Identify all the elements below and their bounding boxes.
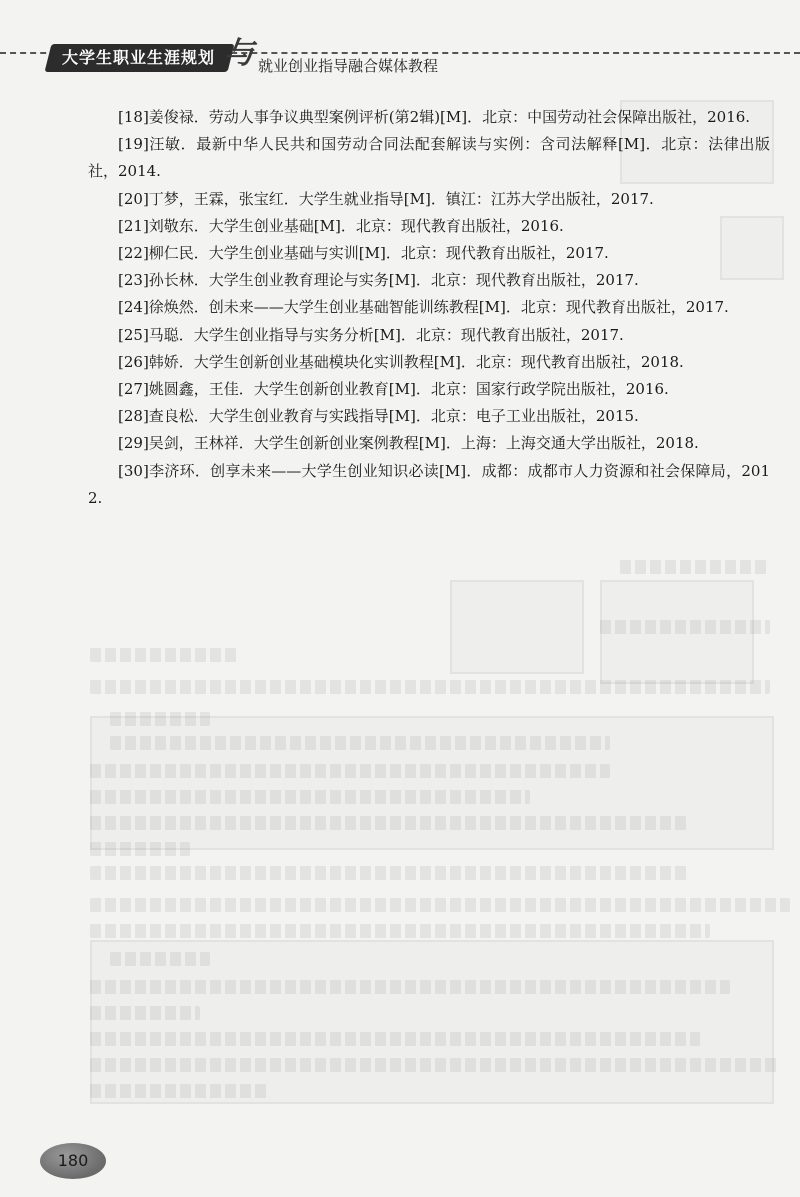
show-through-line (90, 924, 710, 938)
show-through-box (450, 580, 584, 674)
show-through-line (110, 952, 210, 966)
show-through-line (90, 1058, 780, 1072)
page-number-badge (40, 1143, 106, 1179)
reference-entry: [25]马聪．大学生创业指导与实务分析[M]．北京：现代教育出版社，2017. (118, 325, 624, 344)
reference-entry: [19]汪敏．最新中华人民共和国劳动合同法配套解读与实例：含司法解释[M]．北京：法律出版社，2014. (88, 135, 770, 181)
reference-entry: [28]查良松．大学生创业教育与实践指导[M]．北京：电子工业出版社，2015. (118, 407, 639, 426)
show-through-line (90, 842, 190, 856)
reference-entry: [18]姜俊禄．劳动人事争议典型案例评析(第2辑)[M]．北京：中国劳动社会保障出版社，2016. (118, 108, 751, 126)
running-header (0, 0, 800, 90)
show-through-box (600, 580, 754, 684)
reference-entry: [20]丁梦，王霖，张宝红．大学生就业指导[M]．镇江：江苏大学出版社，2017. (118, 189, 654, 208)
show-through-box (90, 716, 774, 850)
show-through-line (90, 680, 770, 694)
reference-entry: [23]孙长林．大学生创业教育理论与实务[M]．北京：现代教育出版社，2017. (118, 271, 639, 290)
series-title-banner (45, 44, 235, 72)
book-subtitle: 就业创业指导融合媒体教程 (258, 57, 439, 75)
reference-entry: [27]姚圆鑫，王佳．大学生创新创业教育[M]．北京：国家行政学院出版社，2016. (118, 380, 669, 399)
show-through-line (110, 712, 210, 726)
show-through-line (90, 980, 730, 994)
reference-entry: [29]吴剑，王林祥．大学生创新创业案例教程[M]．上海：上海交通大学出版社，2018. (118, 434, 699, 453)
header-connector-glyph: 与 (224, 36, 254, 71)
show-through-line (90, 898, 790, 912)
show-through-line (600, 620, 770, 634)
reference-entry: [22]柳仁民．大学生创业基础与实训[M]．北京：现代教育出版社，2017. (118, 244, 609, 263)
show-through-line (90, 816, 690, 830)
show-through-line (90, 1032, 700, 1046)
reference-entry: [21]刘敬东．大学生创业基础[M]．北京：现代教育出版社，2016. (118, 216, 564, 235)
page-number: 180 (57, 1151, 89, 1170)
reference-entry: [24]徐焕然．创未来——大学生创业基础智能训练教程[M]．北京：现代教育出版社，2017. (118, 298, 729, 317)
show-through-line (90, 866, 690, 880)
show-through-box (90, 940, 774, 1104)
reference-list (88, 104, 770, 512)
show-through-line (90, 648, 240, 662)
show-through-line (90, 764, 610, 778)
show-through-line (90, 790, 530, 804)
show-through-line (90, 1006, 200, 1020)
show-through-line (90, 1084, 270, 1098)
reference-entry: [30]李济环．创享未来——大学生创业知识必读[M]．成都：成都市人力资源和社会保障局，2012. (88, 461, 770, 507)
show-through-line (620, 560, 770, 574)
series-title: 大学生职业生涯规划 (62, 48, 216, 67)
reference-entry: [26]韩娇．大学生创新创业基础模块化实训教程[M]．北京：现代教育出版社，2018. (118, 352, 684, 371)
show-through-line (110, 736, 610, 750)
